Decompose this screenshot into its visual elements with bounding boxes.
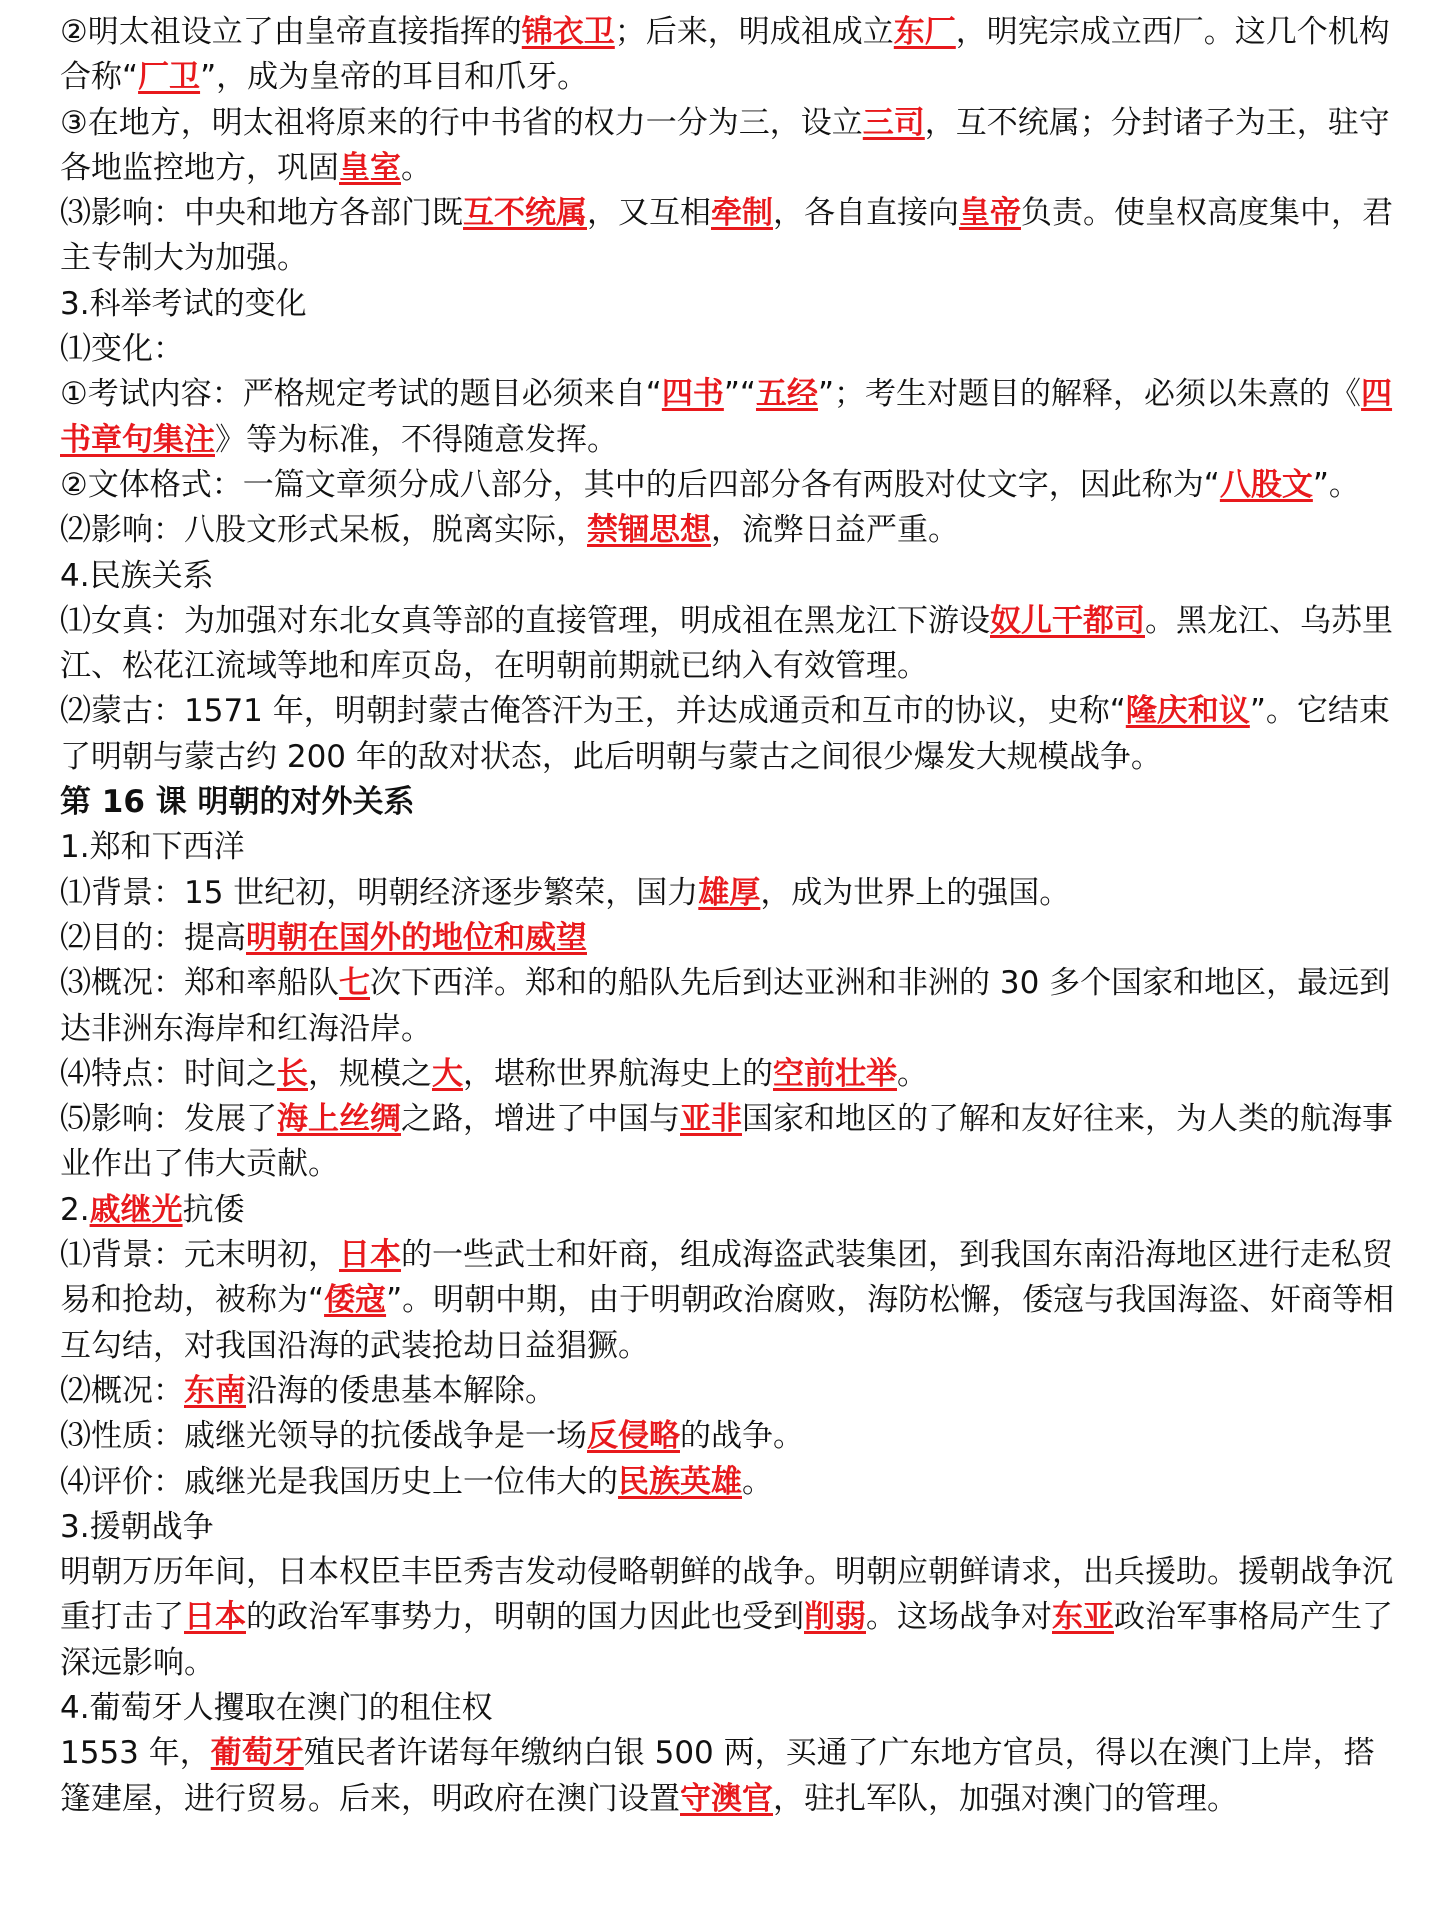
text-segment: ⑴背景：元末明初， [60, 1237, 339, 1274]
text-segment: ②文体格式：一篇文章须分成八部分，其中的后四部分各有两股对仗文字，因此称为“ [60, 466, 1220, 503]
note-paragraph [60, 1731, 1400, 1822]
text-segment: 国家和地区的了解和友好往来，为人类的航海事业作出了伟大贡献。 [60, 1101, 1393, 1183]
keyword-highlight: 海上丝绸 [277, 1101, 401, 1138]
text-segment: ⑴女真：为加强对东北女真等部的直接管理，明成祖在黑龙江下游设 [60, 602, 990, 639]
keyword-highlight: 禁锢思想 [587, 512, 711, 549]
keyword-highlight: 互不统属 [463, 195, 587, 232]
keyword-highlight: 削弱 [804, 1599, 866, 1636]
text-segment: 》等为标准，不得随意发挥。 [215, 421, 618, 458]
keyword-highlight: 东亚 [1052, 1599, 1114, 1636]
study-notes [60, 10, 1400, 1822]
note-paragraph [60, 1188, 1400, 1233]
keyword-highlight: 五经 [755, 376, 818, 413]
text-segment: ⑷特点：时间之 [60, 1055, 277, 1092]
text-segment: 。 [897, 1055, 928, 1092]
keyword-highlight: 八股文 [1219, 466, 1313, 503]
keyword-highlight: 长 [277, 1055, 308, 1092]
text-segment: ”。明朝中期，由于明朝政治腐败，海防松懈，倭寇与我国海盗、奸商等相互勾结，对我国沿海的武装抢劫日益猖獗。 [60, 1282, 1395, 1364]
text-segment: ③在地方，明太祖将原来的行中书省的权力一分为三，设立 [60, 104, 863, 141]
keyword-highlight: 东南 [184, 1372, 246, 1409]
note-paragraph [60, 191, 1400, 282]
text-segment: 3.援朝战争 [60, 1508, 214, 1545]
text-segment: 第 16 课 明朝的对外关系 [60, 784, 415, 821]
keyword-highlight: 日本 [339, 1237, 401, 1274]
keyword-highlight: 四书 [661, 376, 724, 413]
text-segment: 3.科举考试的变化 [60, 285, 307, 322]
keyword-highlight: 锦衣卫 [521, 14, 615, 50]
text-segment: ②明太祖设立了由皇帝直接指挥的 [60, 14, 522, 50]
text-segment: 2. [60, 1191, 90, 1228]
keyword-highlight: 亚非 [680, 1101, 742, 1138]
text-segment: 殖民者许诺每年缴纳白银 500 两，买通了广东地方官员，得以在澳门上岸，搭篷建屋，进行贸易。后来，明政府在澳门设置 [60, 1735, 1375, 1817]
keyword-highlight: 七 [339, 965, 370, 1002]
note-paragraph [60, 1550, 1400, 1686]
keyword-highlight: 皇室 [339, 149, 401, 186]
text-segment: ⑸影响：发展了 [60, 1101, 277, 1138]
text-segment: ，成为世界上的强国。 [760, 874, 1071, 911]
text-segment: ”。 [1312, 466, 1360, 503]
keyword-highlight: 隆庆和议 [1125, 693, 1250, 730]
note-paragraph [60, 372, 1400, 463]
keyword-highlight: 皇帝 [959, 195, 1021, 232]
keyword-highlight: 民族英雄 [618, 1463, 742, 1500]
note-paragraph [60, 282, 1400, 327]
note-paragraph [60, 327, 1400, 372]
note-paragraph [60, 1414, 1400, 1459]
keyword-highlight: 明朝在国外的地位和威望 [246, 919, 587, 956]
keyword-highlight: 守澳官 [680, 1780, 773, 1817]
text-segment: 4.民族关系 [60, 557, 214, 594]
text-segment: ⑵影响：八股文形式呆板，脱离实际， [60, 512, 587, 549]
text-segment: 。这场战争对 [866, 1599, 1052, 1636]
note-paragraph [60, 825, 1400, 870]
text-segment: ⑶影响：中央和地方各部门既 [60, 195, 463, 232]
keyword-highlight: 大 [432, 1055, 463, 1092]
keyword-highlight: 东厂 [893, 14, 956, 50]
note-paragraph [60, 916, 1400, 961]
text-segment: ，堪称世界航海史上的 [463, 1055, 773, 1092]
text-segment: 负责。使皇权高度集中，君主专制大为加强。 [60, 195, 1393, 277]
note-paragraph [60, 961, 1400, 1052]
text-segment: 沿海的倭患基本解除。 [246, 1372, 556, 1409]
text-segment: ⑵概况： [60, 1372, 184, 1409]
text-segment: ，又互相 [587, 195, 711, 232]
note-paragraph [60, 1233, 1400, 1369]
text-segment: 。 [401, 149, 432, 186]
note-paragraph [60, 101, 1400, 192]
lesson-heading [60, 780, 1400, 825]
note-paragraph [60, 689, 1400, 780]
keyword-highlight: 戚继光 [89, 1191, 183, 1228]
text-segment: 。 [742, 1463, 773, 1500]
text-segment: ，明宪宗成立西厂。这几个机构合称“ [60, 14, 1390, 96]
text-segment: 政治军事格局产生了深远影响。 [60, 1599, 1393, 1681]
text-segment: ，各自直接向 [773, 195, 959, 232]
keyword-highlight: 雄厚 [698, 874, 761, 911]
text-segment: 明朝万历年间，日本权臣丰臣秀吉发动侵略朝鲜的战争。明朝应朝鲜请求，出兵援助。援朝战争沉重打击了 [60, 1554, 1393, 1636]
note-paragraph [60, 508, 1400, 553]
text-segment: ①考试内容：严格规定考试的题目必须来自“ [60, 376, 662, 413]
text-segment: ，驻扎军队，加强对澳门的管理。 [773, 1780, 1238, 1817]
note-paragraph [60, 1052, 1400, 1097]
keyword-highlight: 反侵略 [587, 1418, 680, 1455]
keyword-highlight: 空前壮举 [773, 1055, 897, 1092]
text-segment: ，互不统属；分封诸子为王，驻守各地监控地方，巩固 [60, 104, 1390, 186]
text-segment: 。黑龙江、乌苏里江、松花江流域等地和库页岛，在明朝前期就已纳入有效管理。 [60, 602, 1393, 685]
text-segment: ⑵目的：提高 [60, 919, 246, 956]
text-segment: 抗倭 [182, 1191, 245, 1228]
text-segment: ”“ [723, 376, 756, 413]
keyword-highlight: 倭寇 [324, 1282, 387, 1319]
text-segment: ⑵蒙古：1571 年，明朝封蒙古俺答汗为王，并达成通贡和互市的协议，史称“ [60, 693, 1126, 730]
text-segment: 之路，增进了中国与 [401, 1101, 680, 1138]
text-segment: ；后来，明成祖成立 [614, 14, 894, 50]
note-paragraph [60, 1369, 1400, 1414]
note-paragraph [60, 463, 1400, 508]
text-segment: 的一些武士和奸商，组成海盗武装集团，到我国东南沿海地区进行走私贸易和抢劫，被称为“ [60, 1237, 1393, 1319]
note-paragraph [60, 871, 1400, 916]
note-paragraph [60, 1505, 1400, 1550]
note-paragraph [60, 599, 1400, 690]
note-paragraph [60, 10, 1400, 101]
note-paragraph [60, 1686, 1400, 1731]
keyword-highlight: 日本 [184, 1599, 246, 1636]
text-segment: 1.郑和下西洋 [60, 829, 245, 866]
keyword-highlight: 葡萄牙 [210, 1735, 304, 1772]
text-segment: 的政治军事势力，明朝的国力因此也受到 [246, 1599, 804, 1636]
text-segment: ⑶性质：戚继光领导的抗倭战争是一场 [60, 1418, 587, 1455]
text-segment: ，规模之 [308, 1055, 432, 1092]
note-paragraph [60, 1460, 1400, 1505]
note-paragraph [60, 1097, 1400, 1188]
text-segment: 次下西洋。郑和的船队先后到达亚洲和非洲的 30 多个国家和地区，最远到达非洲东海岸和红海沿岸。 [60, 965, 1391, 1047]
text-segment: ⑴变化： [60, 331, 184, 368]
text-segment: ”；考生对题目的解释，必须以朱熹的《 [817, 376, 1362, 413]
keyword-highlight: 四书章句集注 [60, 376, 1393, 458]
text-segment: 4.葡萄牙人攫取在澳门的租住权 [60, 1689, 493, 1726]
keyword-highlight: 牵制 [711, 195, 773, 232]
keyword-highlight: 厂卫 [138, 59, 201, 96]
text-segment: 的战争。 [680, 1418, 804, 1455]
text-segment: ⑴背景：15 世纪初，明朝经济逐步繁荣，国力 [60, 874, 699, 911]
keyword-highlight: 奴儿干都司 [990, 602, 1145, 639]
text-segment: ⑶概况：郑和率船队 [60, 965, 339, 1002]
text-segment: 1553 年， [60, 1735, 211, 1772]
text-segment: ，流弊日益严重。 [711, 512, 959, 549]
text-segment: ”。它结束了明朝与蒙古约 200 年的敌对状态，此后明朝与蒙古之间很少爆发大规模战争。 [60, 693, 1390, 775]
keyword-highlight: 三司 [862, 104, 925, 141]
text-segment: ”，成为皇帝的耳目和爪牙。 [200, 59, 589, 96]
text-segment: ⑷评价：戚继光是我国历史上一位伟大的 [60, 1463, 618, 1500]
note-paragraph [60, 554, 1400, 599]
